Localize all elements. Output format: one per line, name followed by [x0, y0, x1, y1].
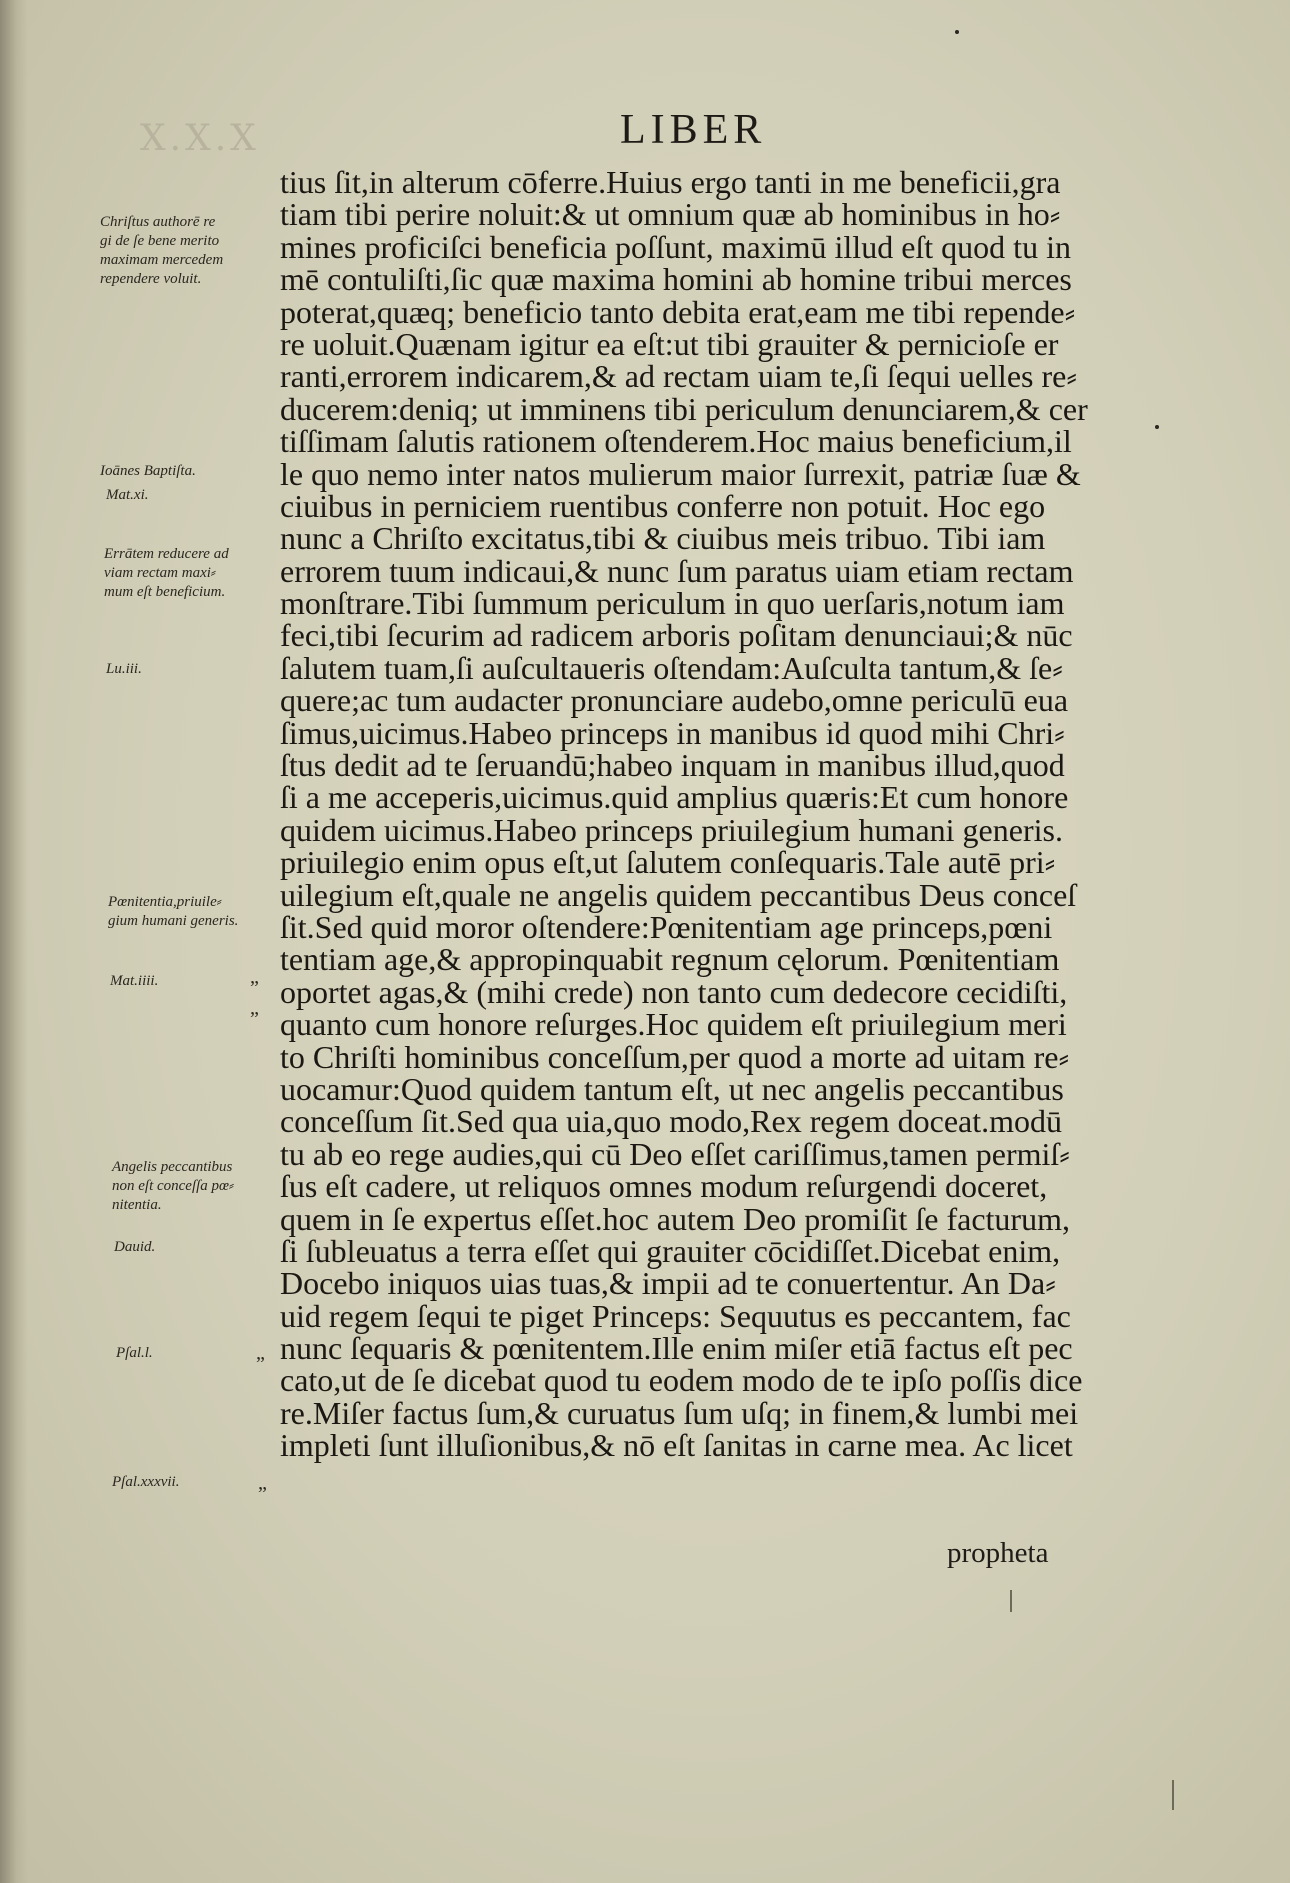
text-line: quanto cum honore reſurges.Hoc quidem eſt priuilegium meri — [280, 1006, 1067, 1043]
margin-line: gium humani generis. — [108, 913, 239, 929]
margin-note-mat-xi — [106, 486, 149, 505]
text-line: uid regem ſequi te piget Princeps: Sequutus es peccantem, fac — [280, 1297, 1071, 1334]
margin-line: Pſal.xxxvii. — [112, 1474, 180, 1490]
margin-note-dauid — [114, 1238, 155, 1257]
text-line: quidem uicimus.Habeo princeps priuilegium humani generis. — [280, 811, 1063, 848]
text-line: cato,ut de ſe dicebat quod tu eodem modo de te ipſo poſſis dice — [280, 1362, 1083, 1399]
text-line: ſtus dedit ad te ſeruandū;habeo inquam in manibus illud,quod — [280, 747, 1065, 784]
text-line: ducerem:deniq; ut imminens tibi periculum denunciarem,& cer — [280, 390, 1088, 427]
margin-note-psal-xxxvii — [112, 1473, 179, 1492]
text-line: quere;ac tum audacter pronunciare audebo,omne periculū eua — [280, 682, 1069, 719]
main-text-block — [280, 166, 1130, 1462]
margin-line: Pœnitentia,priuile⸗ — [108, 894, 222, 910]
text-line: ſit.Sed quid moror oſtendere:Pœnitentiam age princeps,pœni — [280, 908, 1053, 945]
margin-line: Pſal.l. — [116, 1345, 153, 1361]
margin-line: mum eſt beneficium. — [104, 584, 226, 600]
text-line: tiam tibi perire noluit:& ut omnium quæ ab hominibus in ho⸗ — [280, 196, 1061, 233]
text-line: uilegium eſt,quale ne angelis quidem peccantibus Deus conceſ — [280, 876, 1077, 913]
quote-mark: „ — [256, 1342, 265, 1364]
text-line: ciuibus in perniciem ruentibus conferre non potuit. Hoc ego — [280, 487, 1046, 524]
text-line: Docebo iniquos uias tuas,& impii ad te conuertentur. An Da⸗ — [280, 1265, 1056, 1302]
margin-line: Chriſtus authorē re — [100, 214, 216, 230]
text-line: ſus eſt cadere, ut reliquos omnes modum reſurgendi doceret, — [280, 1168, 1048, 1205]
text-line: ranti,errorem indicarem,& ad rectam uiam te,ſi ſequi uelles re⸗ — [280, 358, 1077, 395]
margin-line: Mat.xi. — [106, 487, 149, 503]
margin-line: rependere voluit. — [100, 271, 202, 287]
quote-mark: „ — [250, 966, 259, 988]
ink-speck — [1155, 425, 1159, 429]
paper-crease — [1010, 1590, 1012, 1612]
margin-note-poenitentia — [108, 893, 238, 931]
margin-line: Dauid. — [114, 1239, 156, 1255]
text-line: to Chriſti hominibus conceſſum,per quod a morte ad uitam re⸗ — [280, 1038, 1070, 1075]
text-line: errorem tuum indicaui,& nunc ſum paratus uiam etiam rectam — [280, 552, 1074, 589]
text-line: le quo nemo inter natos mulierum maior ſurrexit, patriæ ſuæ & — [280, 455, 1081, 492]
text-line: mē contuliſti,ſic quæ maxima homini ab homine tribui merces — [280, 261, 1072, 298]
margin-note-mat-iiii — [110, 972, 158, 991]
margin-note-psal-l — [116, 1344, 153, 1363]
margin-line: gi de ſe bene merito — [100, 233, 220, 249]
text-line: ſi a me acceperis,uicimus.quid amplius quæris:Et cum honore — [280, 779, 1069, 816]
text-line: tiſſimam ſalutis rationem oſtenderem.Hoc maius beneficium,il — [280, 423, 1072, 460]
margin-line: Errātem reducere ad — [104, 546, 229, 562]
text-line: tentiam age,& appropinquabit regnum cęlorum. Pœnitentiam — [280, 941, 1060, 978]
text-line: oportet agas,& (mihi crede) non tanto cum dedecore cecidiſti, — [280, 973, 1068, 1010]
text-line: conceſſum ſit.Sed qua uia,quo modo,Rex regem doceat.modū — [280, 1103, 1063, 1140]
text-line: poterat,quæq; beneficio tanto debita erat,eam me tibi repende⸗ — [280, 293, 1076, 330]
text-line: impleti ſunt illuſionibus,& nō eſt ſanitas in carne mea. Ac licet — [280, 1427, 1073, 1464]
paper-crease — [1172, 1780, 1174, 1810]
binding-shadow — [0, 0, 28, 1883]
text-line: feci,tibi ſecurim ad radicem arboris poſitam denunciaui;& nūc — [280, 617, 1073, 654]
margin-note-angelis — [112, 1158, 234, 1215]
margin-note-errantem — [104, 545, 229, 602]
text-line: ſalutem tuam,ſi auſcultaueris oſtendam:Auſculta tantum,& ſe⸗ — [280, 649, 1063, 686]
catchword: propheta — [947, 1537, 1049, 1569]
text-line: priuilegio enim opus eſt,ut ſalutem conſequaris.Tale autē pri⸗ — [280, 844, 1056, 881]
text-line: re uoluit.Quænam igitur ea eſt:ut tibi grauiter & pernicioſe er — [280, 325, 1059, 362]
text-line: ſimus,uicimus.Habeo princeps in manibus id quod mihi Chri⸗ — [280, 714, 1065, 751]
margin-line: maximam mercedem — [100, 252, 224, 268]
margin-note-lu-iii — [106, 660, 142, 679]
margin-note-christus — [100, 213, 223, 289]
margin-line: nitentia. — [112, 1197, 162, 1213]
margin-line: Mat.iiii. — [110, 973, 159, 989]
margin-line: Angelis peccantibus — [112, 1159, 233, 1175]
margin-line: non eſt conceſſa pœ⸗ — [112, 1178, 235, 1194]
quote-mark: „ — [258, 1472, 267, 1494]
text-line: nunc a Chriſto excitatus,tibi & ciuibus meis tribuo. Tibi iam — [280, 520, 1046, 557]
margin-line: viam rectam maxi⸗ — [104, 565, 216, 581]
text-line: tu ab eo rege audies,qui cū Deo eſſet cariſſimus,tamen permiſ⸗ — [280, 1135, 1070, 1172]
text-line: ſi ſubleuatus a terra eſſet qui grauiter cōcidiſſet.Dicebat enim, — [280, 1232, 1061, 1269]
text-line: uocamur:Quod quidem tantum eſt, ut nec angelis peccantibus — [280, 1070, 1064, 1107]
text-line: monſtrare.Tibi ſummum periculum in quo uerſaris,notum iam — [280, 585, 1065, 622]
margin-line: Ioānes Baptiſta. — [100, 463, 196, 479]
text-line: re.Miſer factus ſum,& curuatus ſum uſq; in finem,& lumbi mei — [280, 1394, 1079, 1431]
text-line: tius ſit,in alterum cōferre.Huius ergo tanti in me beneficii,gra — [280, 164, 1061, 200]
ink-speck — [955, 30, 959, 34]
text-line: nunc ſequaris & pœnitentem.Ille enim miſer etiā factus eſt pec — [280, 1330, 1073, 1367]
text-line: mines proficiſci beneficia poſſunt, maximū illud eſt quod tu in — [280, 228, 1071, 265]
running-head: LIBER — [620, 107, 767, 153]
bleed-through-folio: X.X.X — [140, 118, 260, 159]
text-line: quem in ſe expertus eſſet.hoc autem Deo promiſit ſe facturum, — [280, 1200, 1070, 1237]
quote-mark: „ — [250, 997, 259, 1019]
margin-line: Lu.iii. — [106, 661, 142, 677]
margin-note-ioannes — [100, 462, 196, 481]
